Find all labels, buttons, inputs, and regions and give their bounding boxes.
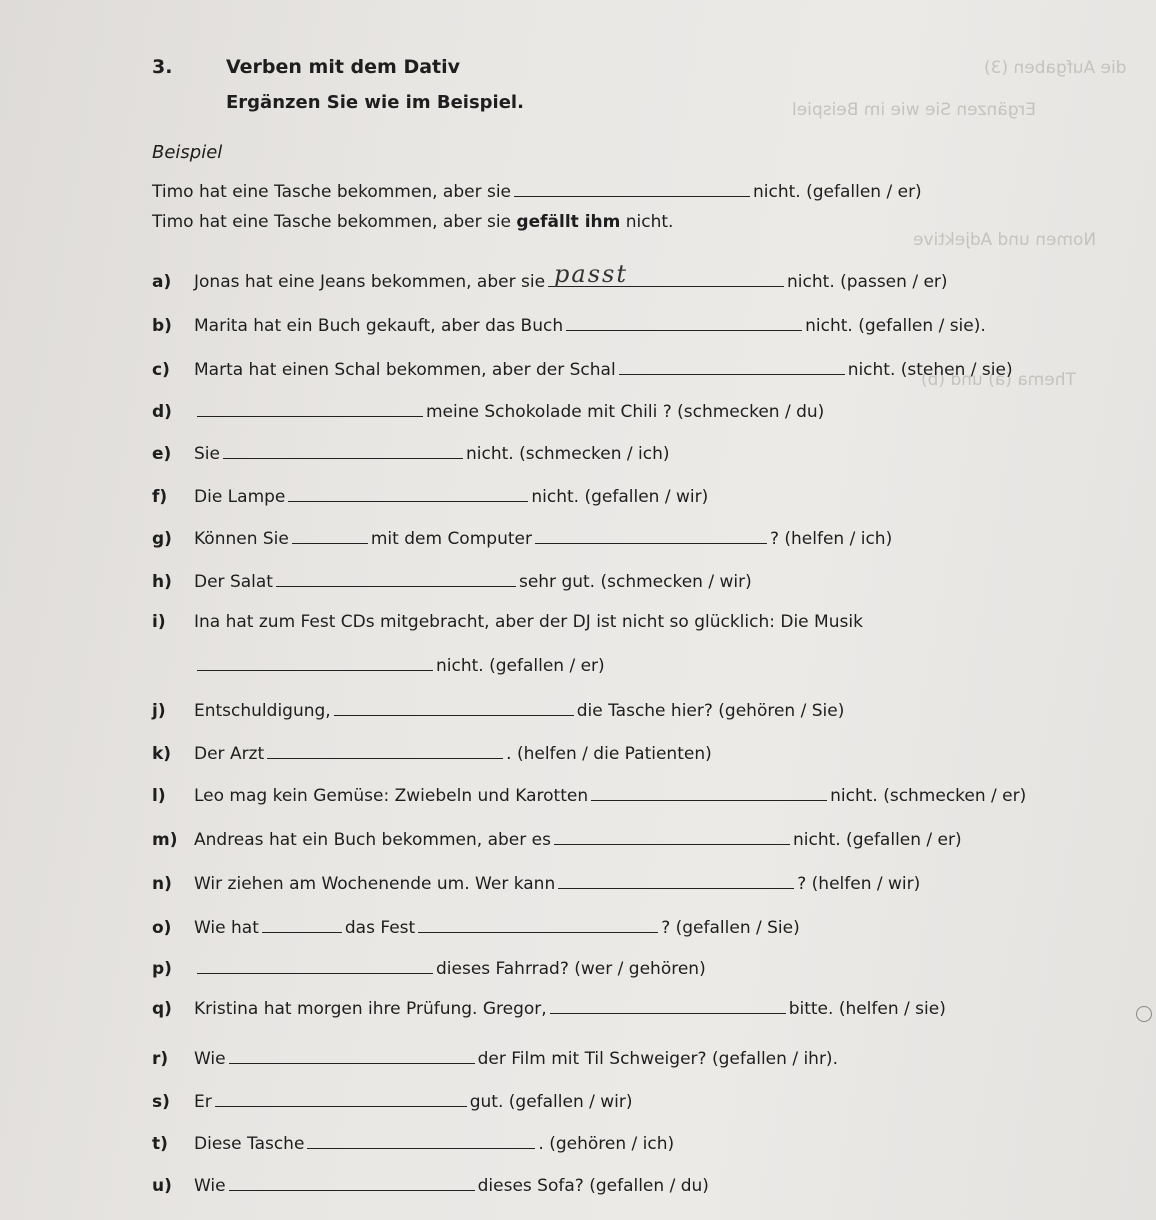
example-text-before: Timo hat eine Tasche bekommen, aber sie: [152, 182, 512, 202]
exercise-hint: nicht. (gefallen / wir): [531, 487, 709, 507]
exercise-text: Der Arzt: [194, 744, 265, 764]
exercise-text: Können Sie: [194, 529, 289, 549]
exercise-label: b): [152, 316, 172, 336]
exercise-text: Entschuldigung,: [194, 701, 331, 721]
exercise-hint: nicht. (schmecken / ich): [465, 444, 670, 464]
exercise-text: Kristina hat morgen ihre Prüfung. Gregor,: [194, 999, 547, 1019]
exercise-label: k): [152, 744, 172, 764]
exercise-g: [152, 525, 892, 549]
exercise-hint: ? (gefallen / Sie): [661, 918, 800, 938]
exercise-label: t): [152, 1134, 168, 1154]
exercise-label: j): [152, 701, 166, 721]
exercise-label: d): [152, 402, 172, 422]
example-heading: Beispiel: [152, 142, 223, 163]
example-blank: [514, 178, 750, 197]
exercise-r: [152, 1045, 838, 1069]
exercise-text: Er: [194, 1092, 212, 1112]
punch-hole-icon: [1136, 1006, 1152, 1022]
exercise-label: f): [152, 487, 168, 507]
exercise-label: s): [152, 1092, 170, 1112]
exercise-text: Jonas hat eine Jeans bekommen, aber sie: [194, 272, 546, 292]
exercise-text: Der Salat: [194, 572, 273, 592]
exercise-label: l): [152, 786, 166, 806]
answer-blank-l[interactable]: [591, 782, 827, 801]
exercise-title: Verben mit dem Dativ: [226, 56, 461, 78]
exercise-i: [152, 612, 863, 632]
exercise-hint: . (gehören / ich): [538, 1134, 675, 1154]
exercise-i-cont: [194, 652, 605, 676]
exercise-l: [152, 782, 1026, 806]
exercise-d: [152, 398, 824, 422]
answer-blank-t[interactable]: [307, 1130, 535, 1149]
exercise-text: Marta hat einen Schal bekommen, aber der Schal: [194, 360, 616, 380]
exercise-label: i): [152, 612, 166, 632]
exercise-b: [152, 312, 986, 336]
exercise-hint: ? (helfen / ich): [769, 529, 893, 549]
answer-blank-e[interactable]: [223, 440, 463, 459]
exercise-hint: dieses Sofa? (gefallen / du): [477, 1176, 709, 1196]
exercise-a: [152, 260, 948, 292]
exercise-s: [152, 1088, 633, 1112]
exercise-text: Wie: [194, 1049, 226, 1069]
exercise-hint: . (helfen / die Patienten): [506, 744, 712, 764]
answer-blank-d[interactable]: [197, 398, 423, 417]
exercise-m: [152, 826, 962, 850]
exercise-n: [152, 870, 920, 894]
exercise-label: u): [152, 1176, 172, 1196]
exercise-hint: nicht. (stehen / sie): [847, 360, 1013, 380]
exercise-f: [152, 483, 708, 507]
answer-blank-m[interactable]: [554, 826, 790, 845]
exercise-text: Leo mag kein Gemüse: Zwiebeln und Karotten: [194, 786, 589, 806]
exercise-label: g): [152, 529, 172, 549]
exercise-t: [152, 1130, 674, 1154]
answer-blank-c[interactable]: [619, 356, 845, 375]
exercise-hint: nicht. (schmecken / er): [830, 786, 1027, 806]
example-answer-bold: gefällt ihm: [516, 212, 621, 232]
exercise-text: Diese Tasche: [194, 1134, 305, 1154]
example-text-after: nicht. (gefallen / er): [753, 182, 922, 202]
exercise-q: [152, 995, 946, 1019]
answer-blank-o1[interactable]: [262, 914, 342, 933]
answer-blank-p[interactable]: [197, 955, 433, 974]
exercise-text-middle: das Fest: [344, 918, 416, 938]
exercise-label: p): [152, 959, 172, 979]
exercise-hint: nicht. (gefallen / er): [436, 656, 605, 676]
answer-blank-k[interactable]: [267, 740, 503, 759]
exercise-j: [152, 697, 844, 721]
exercise-hint: nicht. (gefallen / sie).: [805, 316, 986, 336]
exercise-label: m): [152, 830, 178, 850]
answer-blank-s[interactable]: [215, 1088, 467, 1107]
answer-blank-r[interactable]: [229, 1045, 475, 1064]
exercise-hint: nicht. (passen / er): [787, 272, 948, 292]
answer-blank-b[interactable]: [566, 312, 802, 331]
answer-blank-f[interactable]: [288, 483, 528, 502]
exercise-text: Wie hat: [194, 918, 259, 938]
answer-blank-u[interactable]: [229, 1172, 475, 1191]
exercise-label: c): [152, 360, 170, 380]
exercise-label: n): [152, 874, 172, 894]
exercise-hint: ? (helfen / wir): [797, 874, 921, 894]
answer-blank-a[interactable]: [548, 260, 784, 288]
exercise-text: Ina hat zum Fest CDs mitgebracht, aber der DJ ist nicht so glücklich: Die Musik: [194, 612, 863, 632]
exercise-hint: nicht. (gefallen / er): [792, 830, 962, 850]
exercise-label: r): [152, 1049, 169, 1069]
exercise-label: a): [152, 272, 172, 292]
exercise-p: [152, 955, 706, 979]
answer-blank-n[interactable]: [558, 870, 794, 889]
example-answer-after: nicht.: [625, 212, 674, 232]
exercise-text: Andreas hat ein Buch bekommen, aber es: [194, 830, 551, 850]
exercise-h: [152, 568, 752, 592]
exercise-hint: dieses Fahrrad? (wer / gehören): [436, 959, 706, 979]
answer-blank-g1[interactable]: [292, 525, 368, 544]
exercise-e: [152, 440, 670, 464]
exercise-k: [152, 740, 712, 764]
exercise-label: e): [152, 444, 172, 464]
answer-blank-j[interactable]: [334, 697, 574, 716]
exercise-c: [152, 356, 1013, 380]
exercise-hint: der Film mit Til Schweiger? (gefallen / ihr).: [477, 1049, 838, 1069]
exercise-text-middle: mit dem Computer: [370, 529, 532, 549]
exercise-text: Wie: [194, 1176, 226, 1196]
exercise-hint: sehr gut. (schmecken / wir): [518, 572, 752, 592]
exercise-hint: die Tasche hier? (gehören / Sie): [576, 701, 845, 721]
exercise-text: Sie: [194, 444, 220, 464]
exercise-hint: gut. (gefallen / wir): [469, 1092, 633, 1112]
exercise-u: [152, 1172, 709, 1196]
example-line-2: [152, 212, 673, 232]
exercise-text: Wir ziehen am Wochenende um. Wer kann: [194, 874, 556, 894]
exercise-label: q): [152, 999, 172, 1019]
handwritten-answer: passt: [554, 260, 628, 288]
answer-blank-o2[interactable]: [418, 914, 658, 933]
example-answer-before: Timo hat eine Tasche bekommen, aber sie: [152, 212, 512, 232]
answer-blank-g2[interactable]: [535, 525, 767, 544]
exercise-number: 3.: [152, 56, 173, 78]
exercise-label: o): [152, 918, 172, 938]
exercise-text: Die Lampe: [194, 487, 286, 507]
exercise-hint: meine Schokolade mit Chili ? (schmecken / du): [426, 402, 825, 422]
answer-blank-h[interactable]: [276, 568, 516, 587]
exercise-label: h): [152, 572, 172, 592]
answer-blank-i[interactable]: [197, 652, 433, 671]
exercise-text: Marita hat ein Buch gekauft, aber das Buch: [194, 316, 564, 336]
example-line-1: [152, 178, 922, 202]
answer-blank-q[interactable]: [550, 995, 786, 1014]
exercise-hint: bitte. (helfen / sie): [788, 999, 946, 1019]
exercise-instruction: Ergänzen Sie wie im Beispiel.: [226, 92, 524, 113]
exercise-o: [152, 914, 800, 938]
